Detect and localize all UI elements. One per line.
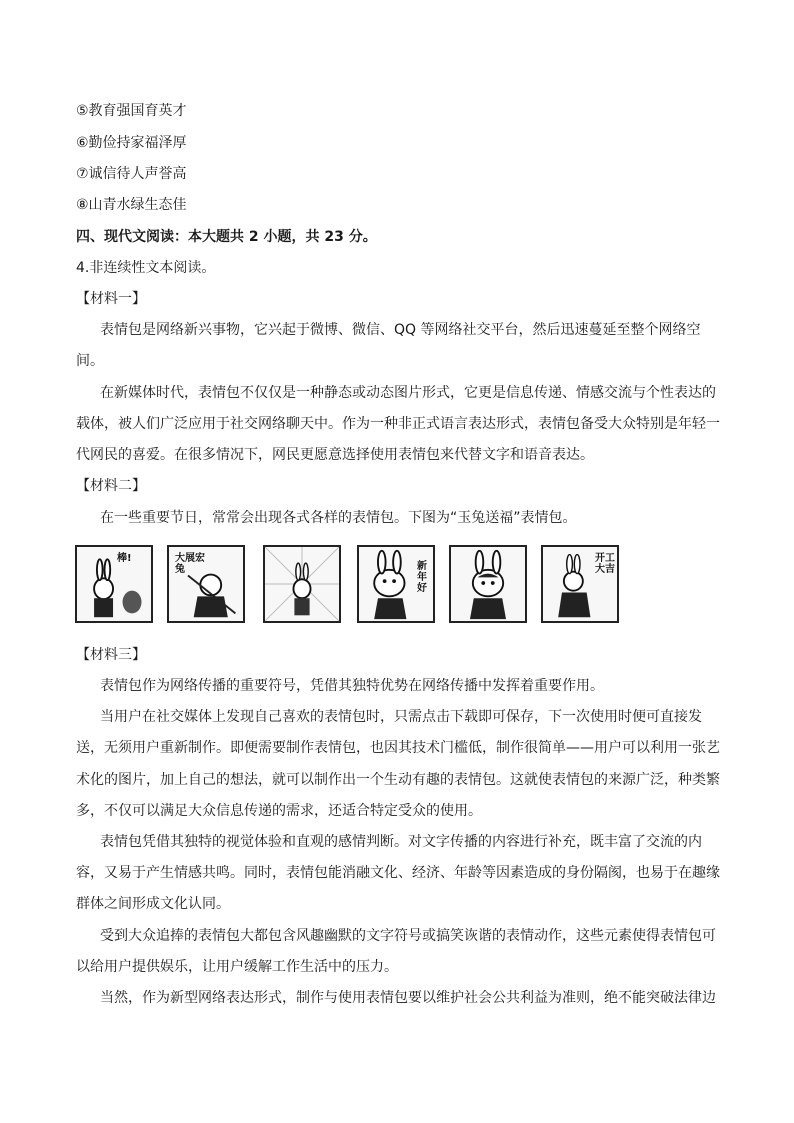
rabbit-sticker-image xyxy=(167,545,245,623)
paragraph-line: 表情包是网络新兴事物，它兴起于微博、微信、QQ 等网络社交平台，然后迅速蔓延至整个网络空 xyxy=(100,322,701,338)
material-label: 【材料一】 xyxy=(76,291,146,307)
paragraph-line: 表情包作为网络传播的重要符号，凭借其独特优势在网络传播中发挥着重要作用。 xyxy=(100,678,604,694)
material-label: 【材料三】 xyxy=(76,647,146,663)
list-item: ⑦诚信待人声誉高 xyxy=(76,166,187,182)
paragraph-line: 受到大众追捧的表情包大都包含风趣幽默的文字符号或搞笑诙谐的表情动作，这些元素使得表情包可 xyxy=(100,928,716,944)
list-item: ⑧山青水绿生态佳 xyxy=(76,197,187,213)
paragraph-line: 以给用户提供娱乐，让用户缓解工作生活中的压力。 xyxy=(76,959,398,975)
sticker-caption: 新年好 xyxy=(417,561,427,594)
rabbit-sticker-image xyxy=(541,545,619,623)
paragraph-line: 容，又易于产生情感共鸣。同时，表情包能消融文化、经济、年龄等因素造成的身份隔阂，也易于在趣缘 xyxy=(76,865,720,881)
list-item: ⑤教育强国育英才 xyxy=(76,103,187,119)
paragraph-line: 表情包凭借其独特的视觉体验和直观的感情判断。对文字传播的内容进行补充，既丰富了交流的内 xyxy=(100,834,702,850)
paragraph-line: 间。 xyxy=(76,353,104,369)
paragraph-line: 术化的图片，加上自己的想法，就可以制作出一个生动有趣的表情包。这就使表情包的来源广泛，种类繁 xyxy=(76,772,720,788)
paragraph-line: 在一些重要节日，常常会出现各式各样的表情包。下图为“玉兔送福”表情包。 xyxy=(100,510,577,526)
sticker-caption: 大展宏兔 xyxy=(175,553,205,575)
sticker-caption: 开工大吉 xyxy=(595,553,615,575)
paragraph-line: 送，无须用户重新制作。即便需要制作表情包，也因其技术门槛低，制作很简单——用户可以利用一张艺 xyxy=(76,740,720,756)
list-item: ⑥勤俭持家福泽厚 xyxy=(76,135,187,151)
sticker-row xyxy=(75,545,625,623)
sticker-caption: 棒! xyxy=(117,553,132,564)
paragraph-line: 当用户在社交媒体上发现自己喜欢的表情包时，只需点击下载即可保存，下一次使用时便可直接发 xyxy=(100,709,702,725)
paragraph-line: 代网民的喜爱。在很多情况下，网民更愿意选择使用表情包来代替文字和语音表达。 xyxy=(76,447,594,463)
paragraph-line: 当然，作为新型网络表达形式，制作与使用表情包要以维护社会公共利益为准则，绝不能突破法律边 xyxy=(100,990,716,1006)
rabbit-sticker-image xyxy=(449,545,527,623)
paragraph-line: 多，不仅可以满足大众信息传递的需求，还适合特定受众的使用。 xyxy=(76,803,482,819)
question-title: 4.非连续性文本阅读。 xyxy=(76,260,216,276)
rabbit-sticker-image xyxy=(263,545,341,623)
rabbit-sticker-image xyxy=(357,545,435,623)
section-heading: 四、现代文阅读：本大题共 2 小题，共 23 分。 xyxy=(76,229,377,245)
paragraph-line: 载体，被人们广泛应用于社交网络聊天中。作为一种非正式语言表达形式，表情包备受大众特别是年轻一 xyxy=(76,416,720,432)
paragraph-line: 群体之间形成文化认同。 xyxy=(76,896,230,912)
paragraph-line: 在新媒体时代，表情包不仅仅是一种静态或动态图片形式，它更是信息传递、情感交流与个性表达的 xyxy=(100,385,716,401)
material-label: 【材料二】 xyxy=(76,478,146,494)
rabbit-sticker-image xyxy=(75,545,153,623)
